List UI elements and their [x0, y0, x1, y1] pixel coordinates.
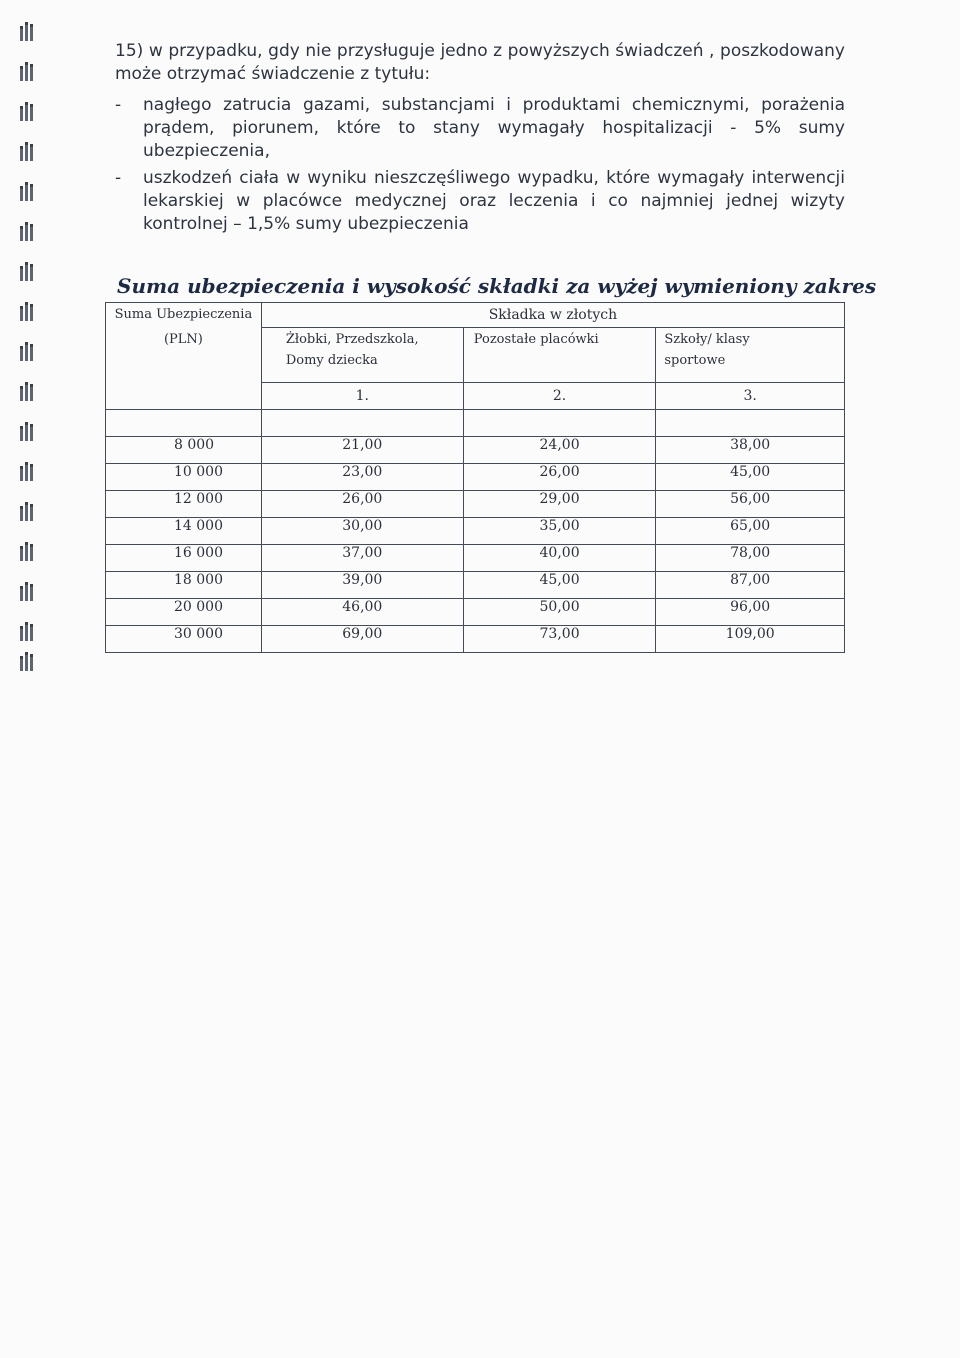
list-item [115, 167, 845, 236]
table-row [106, 491, 845, 518]
column-number [261, 383, 463, 410]
table-row [106, 437, 845, 464]
list-dash: - [115, 168, 122, 188]
premium-cell: 73,00 [463, 626, 656, 653]
binder-hole [14, 652, 36, 668]
column-label: Żłobki, Przedszkola, [285, 332, 419, 347]
binder-hole [14, 262, 36, 278]
sum-unit: (PLN) [163, 332, 203, 347]
table-row [106, 599, 845, 626]
column-header [463, 328, 656, 383]
spacer-cell [656, 410, 845, 437]
premium-cell: 21,00 [261, 437, 463, 464]
column-label: Szkoły/ klasy [664, 332, 750, 347]
sum-cell: 18 000 [106, 572, 262, 599]
premium-cell: 24,00 [463, 437, 656, 464]
premium-cell: 38,00 [656, 437, 845, 464]
table-row [106, 545, 845, 572]
premium-cell: 45,00 [463, 572, 656, 599]
premium-table [105, 302, 845, 653]
sum-cell: 30 000 [106, 626, 262, 653]
sum-header-cell [106, 303, 262, 410]
section-title: Suma ubezpieczenia i wysokość składki za wyżej wymieniony zakres [117, 274, 877, 298]
binder-hole [14, 62, 36, 78]
premium-cell: 39,00 [261, 572, 463, 599]
list-item-text: uszkodzeń ciała w wyniku nieszczęśliwego wypadku, które wymagały interwencji lekarskiej w placówce medycznej oraz leczenia i co najmniej jednej wizyty kontrolnej – 1,5% sumy ubezpieczenia [143, 168, 845, 234]
binder-hole [14, 462, 36, 478]
premium-cell: 87,00 [656, 572, 845, 599]
binder-hole [14, 422, 36, 438]
binder-hole [14, 502, 36, 518]
spacer-cell [463, 410, 656, 437]
sum-header: Suma Ubezpieczenia [114, 307, 253, 322]
list-item [115, 94, 845, 163]
premium-cell: 78,00 [656, 545, 845, 572]
binder-hole [14, 102, 36, 118]
column-label: sportowe [664, 353, 726, 368]
binder-hole [14, 142, 36, 158]
premium-cell: 96,00 [656, 599, 845, 626]
binder-hole [14, 542, 36, 558]
spacer-cell [106, 410, 262, 437]
table-header-row [106, 303, 845, 328]
premium-cell: 69,00 [261, 626, 463, 653]
premium-cell: 65,00 [656, 518, 845, 545]
premium-header-cell [261, 303, 844, 328]
spacer-cell [261, 410, 463, 437]
premium-cell: 35,00 [463, 518, 656, 545]
table-row [106, 464, 845, 491]
premium-cell: 26,00 [463, 464, 656, 491]
column-number [656, 383, 845, 410]
premium-cell: 45,00 [656, 464, 845, 491]
column-label: Domy dziecka [285, 353, 378, 368]
binder-hole [14, 222, 36, 238]
table-spacer-row [106, 410, 845, 437]
premium-cell: 56,00 [656, 491, 845, 518]
binder-hole [14, 382, 36, 398]
table-row [106, 518, 845, 545]
list-dash: - [115, 95, 122, 115]
binder-hole [14, 22, 36, 38]
premium-header: Składka w złotych [488, 307, 618, 323]
binder-hole [14, 622, 36, 638]
sum-cell: 20 000 [106, 599, 262, 626]
premium-cell: 23,00 [261, 464, 463, 491]
binder-hole [14, 182, 36, 198]
binder-hole [14, 582, 36, 598]
binder-hole [14, 302, 36, 318]
table-row [106, 626, 845, 653]
premium-cell: 40,00 [463, 545, 656, 572]
paragraph-15: 15) w przypadku, gdy nie przysługuje jedno z powyższych świadczeń , poszkodowany może otrzymać świadczenie z tytułu: [115, 41, 845, 84]
premium-cell: 29,00 [463, 491, 656, 518]
sum-cell: 12 000 [106, 491, 262, 518]
premium-cell: 26,00 [261, 491, 463, 518]
sum-cell: 10 000 [106, 464, 262, 491]
premium-cell: 109,00 [656, 626, 845, 653]
column-number-label: 1. [355, 388, 369, 404]
premium-cell: 46,00 [261, 599, 463, 626]
column-number-label: 3. [743, 388, 757, 404]
column-header [261, 328, 463, 383]
column-number [463, 383, 656, 410]
premium-cell: 30,00 [261, 518, 463, 545]
sum-cell: 16 000 [106, 545, 262, 572]
list-item-text: nagłego zatrucia gazami, substancjami i produktami chemicznymi, porażenia prądem, piorunem, które to stany wymagały hospitalizacji - 5% sumy ubezpieczenia, [143, 95, 845, 161]
column-number-label: 2. [552, 388, 567, 404]
column-header [656, 328, 845, 383]
sum-cell: 8 000 [106, 437, 262, 464]
premium-cell: 37,00 [261, 545, 463, 572]
column-label: Pozostałe placówki [473, 332, 599, 347]
sum-cell: 14 000 [106, 518, 262, 545]
premium-cell: 50,00 [463, 599, 656, 626]
binder-hole [14, 342, 36, 358]
table-row [106, 572, 845, 599]
